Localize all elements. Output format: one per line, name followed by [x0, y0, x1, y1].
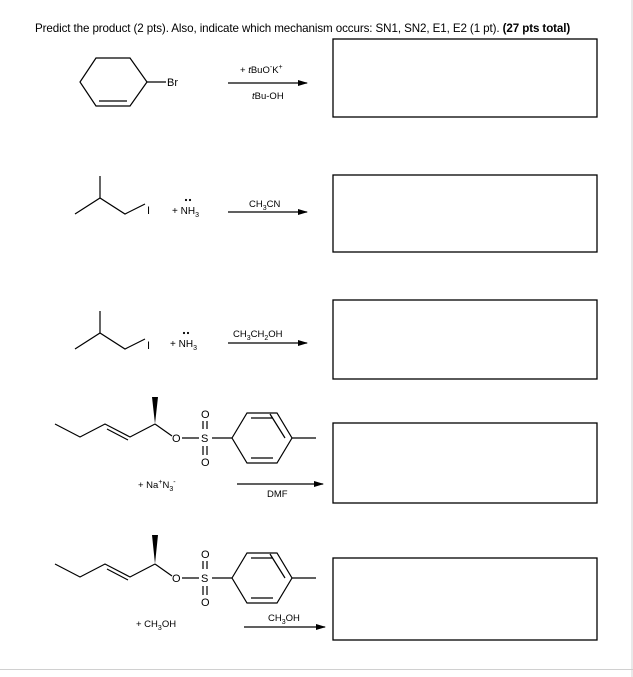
sulfur-label: S — [201, 433, 209, 445]
sodium-azide-label: + $Na^+N_3^-$ — [138, 479, 176, 493]
problem-3 — [75, 300, 597, 379]
wedge-bond — [152, 397, 158, 424]
separator: , — [426, 22, 433, 35]
total-points: (27 pts total) — [502, 22, 571, 35]
iodine-label: I — [147, 205, 151, 217]
answer-box-5[interactable] — [333, 558, 597, 640]
oxygen-bottom-label: O — [201, 457, 210, 469]
solvent-label: $CH_3CH_2OH$ — [233, 329, 283, 342]
iodine-label: I — [147, 340, 151, 352]
isobutyl-iodide-molecule — [75, 176, 145, 214]
cyclohexene-molecule — [80, 58, 166, 106]
ammonia-lone-pair — [183, 332, 189, 334]
reagent-label: + tBuO-K+ — [240, 64, 283, 76]
mechanism-sn2: SN2 — [404, 22, 427, 35]
mechanism-e1: E1 — [432, 22, 447, 35]
sulfur-label: S — [201, 573, 209, 585]
oxygen-top-label: O — [201, 549, 210, 561]
instructions-intro: Predict the product (2 pts). Also, indicate which mechanism occurs: — [35, 22, 376, 35]
points-note: (1 pt). — [466, 22, 503, 35]
alkenyl-tosylate-molecule — [55, 413, 316, 463]
solvent-label: $CH_3OH$ — [268, 613, 300, 626]
problem-4 — [55, 397, 597, 503]
ammonia-label: + $NH_3$ — [172, 206, 199, 219]
answer-box-2[interactable] — [333, 175, 597, 252]
problem-2 — [75, 175, 597, 252]
ammonia-lone-pair — [185, 199, 191, 201]
answer-box-3[interactable] — [333, 300, 597, 379]
answer-box-4[interactable] — [333, 423, 597, 503]
solvent-label: $CH_3CN$ — [249, 199, 281, 212]
separator: , — [397, 22, 405, 35]
solvent-label: tBu-OH — [252, 91, 284, 102]
oxygen-bottom-label: O — [201, 597, 210, 609]
problem-5 — [55, 535, 597, 640]
ammonia-label: + $NH_3$ — [170, 339, 197, 352]
oxygen-label: O — [172, 433, 181, 445]
isobutyl-iodide-molecule — [75, 311, 145, 349]
separator: , — [446, 22, 453, 35]
mechanism-e2: E2 — [452, 22, 467, 35]
wedge-bond — [152, 535, 158, 564]
methanol-label: + $CH_3OH$ — [136, 619, 177, 632]
bromine-label: Br — [167, 77, 178, 89]
oxygen-label: O — [172, 573, 181, 585]
alkenyl-tosylate-molecule — [55, 553, 316, 603]
solvent-label: DMF — [267, 489, 288, 500]
oxygen-top-label: O — [201, 409, 210, 421]
problem-1 — [80, 39, 597, 117]
mechanism-sn1: SN1 — [375, 22, 398, 35]
answer-box-1[interactable] — [333, 39, 597, 117]
